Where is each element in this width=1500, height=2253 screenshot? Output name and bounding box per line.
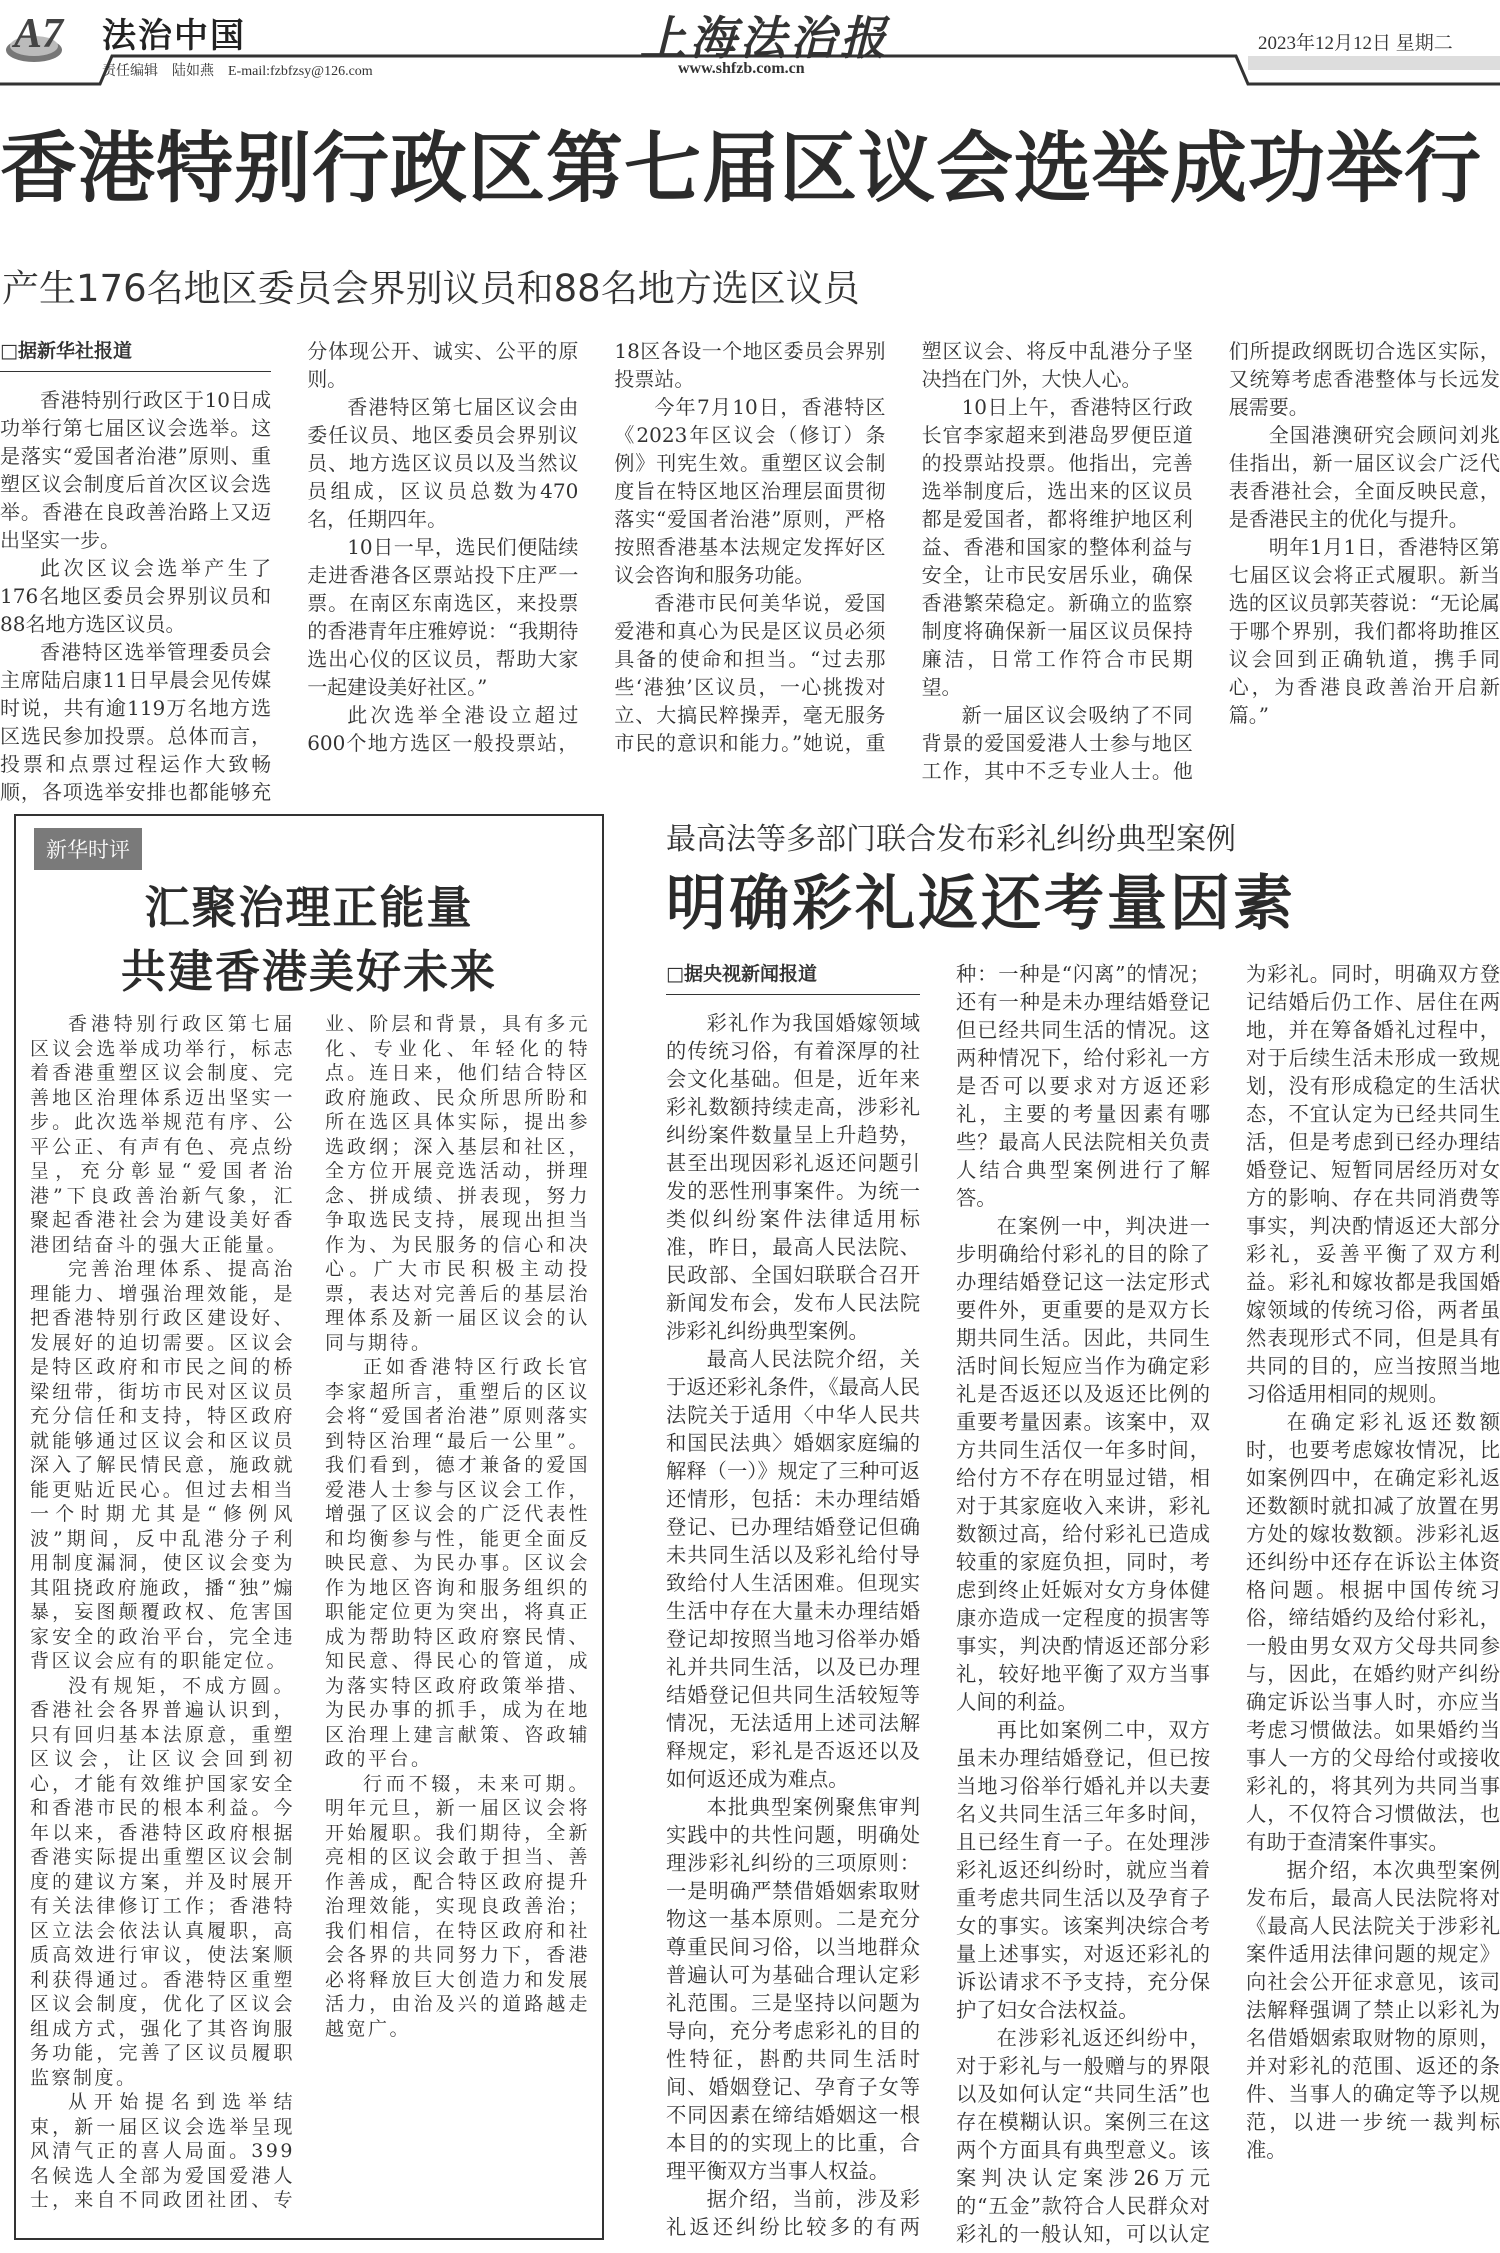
commentary-title-line: 共建香港美好未来 — [120, 945, 497, 998]
paragraph: 本批典型案例聚焦审判实践中的共性问题，明确处理涉彩礼纠纷的三项原则：一是明确严禁借婚姻索取财物这一基本原则。二是充分尊重民间习俗，以当地群众普遍认可为基础合理认定彩礼范围。三是坚持以问题为导向，充分考虑彩礼的目的性特征，斟酌共同生活时间、婚姻登记、孕育子女等不同因素在缔结婚姻这一根本目的的实现上的比重，合理平衡双方当事人权益。 — [666, 1795, 920, 2183]
paragraph: 在确定彩礼返还数额时，也要考虑嫁妆情况，比如案例四中，在确定彩礼返还数额时就扣减了放置在男方处的嫁妆数额。涉彩礼返还纠纷中还存在诉讼主体资格问题。根据中国传统习俗，缔结婚约及给付彩礼，一般由男女双方父母共同参与，因此，在婚约财产纠纷确定诉讼当事人时，亦应当考虑习惯做法。如果婚约当事人一方的父母给付或接收彩礼的，将其列为共同当事人，不仅符合习惯做法，也有助于查清案件事实。 — [1246, 1410, 1500, 1854]
paragraph: 明年1月1日，香港特区第七届区议会将正式履职。新当选的区议员郭芙蓉说：“无论属于哪个界别，我们都将助推区议会回到正确轨道，携手同心，为香港良政善治开启新篇。” — [1228, 535, 1500, 727]
main-subheadline: 产生176名地区委员会界别议员和88名地方选区议员 — [2, 267, 860, 310]
editor-label: 责任编辑 — [102, 64, 158, 79]
newspaper-masthead: 上海法治报 — [640, 11, 890, 65]
website-link[interactable]: www.shfzb.com.cn — [678, 60, 805, 77]
paragraph: 彩礼作为我国婚嫁领域的传统习俗，有着深厚的社会文化基础。但是，近年来彩礼数额持续走高，涉彩礼纠纷案件数量呈上升趋势，甚至出现因彩礼返还问题引发的恶性刑事案件。为统一类似纠纷案件法律适用标准，昨日，最高人民法院、民政部、全国妇联联合召开新闻发布会，发布人民法院涉彩礼纠纷典型案例。 — [666, 1011, 920, 1343]
paragraph: 香港市民何美华说，爱国爱港和真心为民是区议员必须具备的使命和担当。“过去那些‘港独’区议员，一心挑拨对立、大搞民粹操弄，毫无服务市民的意识和能力。”她说，重塑区议会、将反中乱港分子坚决挡在门外，大快人心。 — [614, 339, 1193, 755]
date-bar — [1248, 56, 1500, 70]
paragraph: 在案例一中，判决进一步明确给付彩礼的目的除了办理结婚登记这一法定形式要件外，更重要的是双方长期共同生活。因此，共同生活时间长短应当作为确定彩礼是否返还以及返还比例的重要考量因素。该案中，双方共同生活仅一年多时间，给付方不存在明显过错，相对于其家庭收入来讲，彩礼数额过高，给付彩礼已造成较重的家庭负担，同时，考虑到终止妊娠对女方身体健康亦造成一定程度的损害等事实，判决酌情返还部分彩礼，较好地平衡了双方当事人间的利益。 — [956, 1214, 1210, 1714]
paragraph: 最高人民法院介绍，关于返还彩礼条件，《最高人民法院关于适用〈中华人民共和国民法典〉婚姻家庭编的解释（一）》规定了三种可返还情形，包括：未办理结婚登记、已办理结婚登记但确未共同生活以及彩礼给付导致给付人生活困难。但现实生活中存在大量未办理结婚登记却按照当地习俗举办婚礼并共同生活，以及已办理结婚登记但共同生活较短等情况，无法适用上述司法解释规定，彩礼是否返还以及如何返还成为难点。 — [666, 1347, 920, 1791]
paragraph: 今年7月10日，香港特区《2023年区议会（修订）条例》刊宪生效。重塑区议会制度旨在特区地区治理层面贯彻落实“爱国者治港”原则，严格按照香港基本法规定发挥好区议会咨询和服务功能。 — [614, 395, 886, 587]
paragraph: 香港特区第七届区议会由委任议员、地区委员会界别议员、地方选区议员以及当然议员组成，区议员总数为470名，任期四年。 — [307, 395, 579, 531]
paragraph: 10日上午，香港特区行政长官李家超来到港岛罗便臣道的投票站投票。他指出，完善选举制度后，选出来的区议员都是爱国者，都将维护地区利益、香港和国家的整体利益与安全，让市民安居乐业，确保香港繁荣稳定。新确立的监察制度将确保新一届区议员保持廉洁，日常工作符合市民期望。 — [921, 395, 1193, 699]
byline: □据新华社报道 — [0, 337, 271, 372]
paragraph: 10日一早，选民们便陆续走进香港各区票站投下庄严一票。在南区东南选区，来投票的香港青年庄雅婷说：“我期待选出心仪的区议员，帮助大家一起建设美好社区。” — [307, 535, 579, 699]
commentary-title — [16, 876, 602, 1004]
issue-date: 2023年12月12日 星期二 — [1258, 33, 1453, 54]
byline: □据央视新闻报道 — [666, 960, 920, 995]
paragraph: 完善治理体系、提高治理能力、增强治理效能，是把香港特别行政区建设好、发展好的迫切需要。区议会是特区政府和市民之间的桥梁纽带，街坊市民对区议员充分信任和支持，特区政府就能够通过区议会和区议员深入了解民情民意，施政就能更贴近民心。但过去相当一个时期尤其是“修例风波”期间，反中乱港分子利用制度漏洞，使区议会变为其阻挠政府施政，播“独”煽暴，妄图颠覆政权、危害国家安全的政治平台，完全违背区议会应有的职能定位。 — [30, 1258, 295, 1672]
right-article-body — [666, 960, 1500, 2248]
paragraph: 正如香港特区行政长官李家超所言，重塑后的区议会将“爱国者治港”原则落实到特区治理“最后一公里”。我们看到，德才兼备的爱国爱港人士参与区议会工作，增强了区议会的广泛代表性和均衡参与性，能更全面反映民意、为民办事。区议会作为地区咨询和服务组织的职能定位更为突出，将真正成为帮助特区政府察民情、知民意、得民心的管道，成为落实特区政府政策举措、为民办事的抓手，成为在地区治理上建言献策、咨政辅政的平台。 — [325, 1356, 590, 1770]
paragraph: 据介绍，本次典型案例发布后，最高人民法院将对《最高人民法院关于涉彩礼案件适用法律问题的规定》向社会公开征求意见，该司法解释强调了禁止以彩礼为名借婚姻索取财物的原则，并对彩礼的范围、返还的条件、当事人的确定等予以规范，以进一步统一裁判标准。 — [1246, 1858, 1500, 2162]
commentary-box — [14, 814, 604, 2240]
paragraph: 香港特别行政区第七届区议会选举成功举行，标志着香港重塑区议会制度、完善地区治理体系迈出坚实一步。此次选举规范有序、公平公正、有声有色、亮点纷呈，充分彰显“爱国者治港”下良政善治新气象，汇聚起香港社会为建设美好香港团结奋斗的强大正能量。 — [30, 1013, 295, 1256]
paragraph: 新一届区议会吸纳了不同背景的爱国爱港人士参与地区工作，其中不乏专业人士。他们所提政纲既切合选区实际，又统筹考虑香港整体与长远发展需要。 — [921, 339, 1500, 783]
main-headline: 香港特别行政区第七届区议会选举成功举行 — [0, 125, 1482, 214]
commentary-body — [30, 1012, 590, 2227]
article-headline: 明确彩礼返还考量因素 — [666, 869, 1296, 939]
paragraph: 据介绍，当前，涉及彩礼返还纠纷比较多的有两种：一种是“闪离”的情况；还有一种是未办理结婚登记但已经共同生活的情况。这两种情况下，给付彩礼一方是否可以要求对方返还彩礼，主要的考量因素有哪些？最高人民法院相关负责人结合典型案例进行了解答。 — [666, 962, 1210, 2239]
paragraph: 在涉彩礼返还纠纷中，对于彩礼与一般赠与的界限以及如何认定“共同生活”也存在模糊认识。案例三在这两个方面具有典型意义。该案判决认定案涉26万元的“五金”款符合人民群众对彩礼的一般认知，可以认定为彩礼。同时，明确双方登记结婚后仍工作、居住在两地，并在筹备婚礼过程中，对于后续生活未形成一致规划，没有形成稳定的生活状态，不宜认定为已经共同生活，但是考虑到已经办理结婚登记、短暂同居经历对女方的影响、存在共同消费等事实，判决酌情返还大部分彩礼，妥善平衡了双方利益。彩礼和嫁妆都是我国婚嫁领域的传统习俗，两者虽然表现形式不同，但是具有共同的目的，应当按照当地习俗适用相同的规则。 — [956, 962, 1500, 2246]
paragraph: 香港特别行政区于10日成功举行第七届区议会选举。这是落实“爱国者治港”原则、重塑区议会制度后首次区议会选举。香港在良政善治路上又迈出坚实一步。 — [0, 388, 272, 552]
section-title: 法治中国 — [102, 16, 246, 56]
paragraph: 再比如案例二中，双方虽未办理结婚登记，但已按当地习俗举行婚礼并以夫妻名义共同生活三年多时间，且已经生育一子。在处理涉彩礼返还纠纷时，就应当着重考虑共同生活以及孕育子女的事实。该案判决综合考量上述事实，对返还彩礼的诉讼请求不予支持，充分保护了妇女合法权益。 — [956, 1718, 1210, 2022]
paragraph: 全国港澳研究会顾问刘兆佳指出，新一届区议会广泛代表香港社会，全面反映民意，是香港民主的优化与提升。 — [1228, 423, 1500, 531]
paragraph: 行而不辍，未来可期。明年元旦，新一届区议会将开始履职。我们期待，全新亮相的区议会敢于担当、善作善成，配合特区政府提升治理效能，实现良政善治；我们相信，在特区政府和社会各界的共同努力下，香港必将释放巨大创造力和发展活力，由治及兴的道路越走越宽广。 — [325, 1772, 590, 2040]
paragraph: 香港特区选举管理委员会主席陆启康11日早晨会见传媒时说，共有逾119万名地方选区选民参加投票。总体而言，投票和点票过程运作大致畅顺，各项选举安排也都能够充分体现公开、诚实、公平的原则。 — [0, 339, 579, 804]
top-article-body — [0, 337, 1500, 807]
paragraph: 此次选举全港设立超过600个地方选区一般投票站，18区各设一个地区委员会界别投票站。 — [307, 339, 886, 755]
editor-email[interactable]: E-mail:fzbfzsy@126.com — [228, 64, 373, 79]
paragraph: 没有规矩，不成方圆。香港社会各界普遍认识到，只有回归基本法原意，重塑区议会，让区议会回到初心，才能有效维护国家安全和香港市民的根本利益。今年以来，香港特区政府根据香港实际提出重塑区议会制度的建议方案，并及时展开有关法律修订工作；香港特区立法会依法认真履职，高质高效进行审议，使法案顺利获得通过。香港特区重塑区议会制度，优化了区议会组成方式，强化了其咨询服务功能，完善了区议员履职监察制度。 — [30, 1674, 295, 2089]
paragraph: 从开始提名到选举结束，新一届区议会选举呈现风清气正的喜人局面。399名候选人全部为爱国爱港人士，来自不同政团社团、专业、阶层和背景，具有多元化、专业化、年轻化的特点。连日来，他们结合特区政府施政、民众所思所盼和所在选区具体实际，提出参选政纲；深入基层和社区，全方位开展竞选活动，拼理念、拼成绩、拼表现，努力争取选民支持，展现出担当作为、为民服务的信心和决心。广大市民积极主动投票，表达对完善后的基层治理体系及新一届区议会的认同与期待。 — [30, 1013, 590, 2211]
paragraph: 此次区议会选举产生了176名地区委员会界别议员和88名地方选区议员。 — [0, 556, 272, 636]
commentary-title-line: 汇聚治理正能量 — [144, 881, 474, 934]
article-kicker: 最高法等多部门联合发布彩礼纠纷典型案例 — [666, 822, 1236, 857]
editor-info — [102, 60, 387, 80]
column-tag: 新华时评 — [34, 828, 142, 870]
page-number: A7 — [14, 11, 64, 57]
editor-name: 陆如燕 — [172, 64, 214, 79]
